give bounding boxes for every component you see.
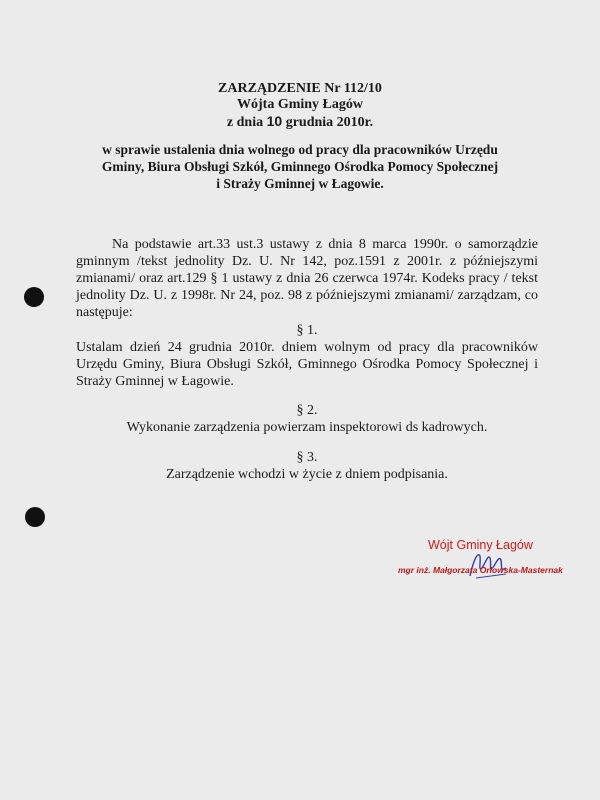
section-text: Ustalam dzień 24 grudnia 2010r. dniem wolnym od pracy dla pracowników Urzędu Gminy, Biura Obsługi Szkół, Gminnego Ośrodka Pomocy Społecznej i Straży Gminnej w Łagowie. [76,340,538,389]
section-heading: § 2. [296,403,318,418]
title-line: ZARZĄDZENIE Nr 112/10 [218,81,382,96]
section-heading: § 1. [296,323,318,338]
subject-line: w sprawie ustalenia dnia wolnego od pracy dla pracowników Urzędu [102,142,498,157]
stamp-title: Wójt Gminy Łagów [428,538,533,552]
punch-hole [25,507,45,527]
document-title [0,81,600,131]
subject-line: Gminy, Biura Obsługi Szkół, Gminnego Ośrodka Pomocy Społecznej [101,159,499,174]
preamble-paragraph: Na podstawie art.33 ust.3 ustawy z dnia 8 marca 1990r. o samorządzie gminnym /tekst jednolity Dz. U. Nr 142, poz.1591 z 2001r. z późniejszymi zmianami/ oraz art.129 § 1 ustawy z dnia 26 czerwca 1974r. Kodeks pracy / tekst jednolity Dz. U. z 1998r. Nr 24, poz. 98 z późniejszymi zmianami/ zarządzam, co następuje: [76,237,538,320]
title-date [0,113,600,131]
document-subject [0,141,600,192]
title-line: Wójta Gminy Łagów [237,97,363,112]
section-heading: § 3. [296,450,318,465]
punch-hole [24,287,44,307]
subject-line: i Straży Gminnej w Łagowie. [216,176,384,191]
date-suffix: grudnia 2010r. [282,115,374,130]
section-text: Wykonanie zarządzenia powierzam inspektorowi ds kadrowych. [126,420,488,435]
stamp-name: mgr inż. Małgorzata Orłowska-Masternak [398,565,563,575]
section-text: Zarządzenie wchodzi w życie z dniem podpisania. [166,467,448,482]
date-prefix: z dnia [226,115,267,130]
date-day: 10 [266,113,283,129]
